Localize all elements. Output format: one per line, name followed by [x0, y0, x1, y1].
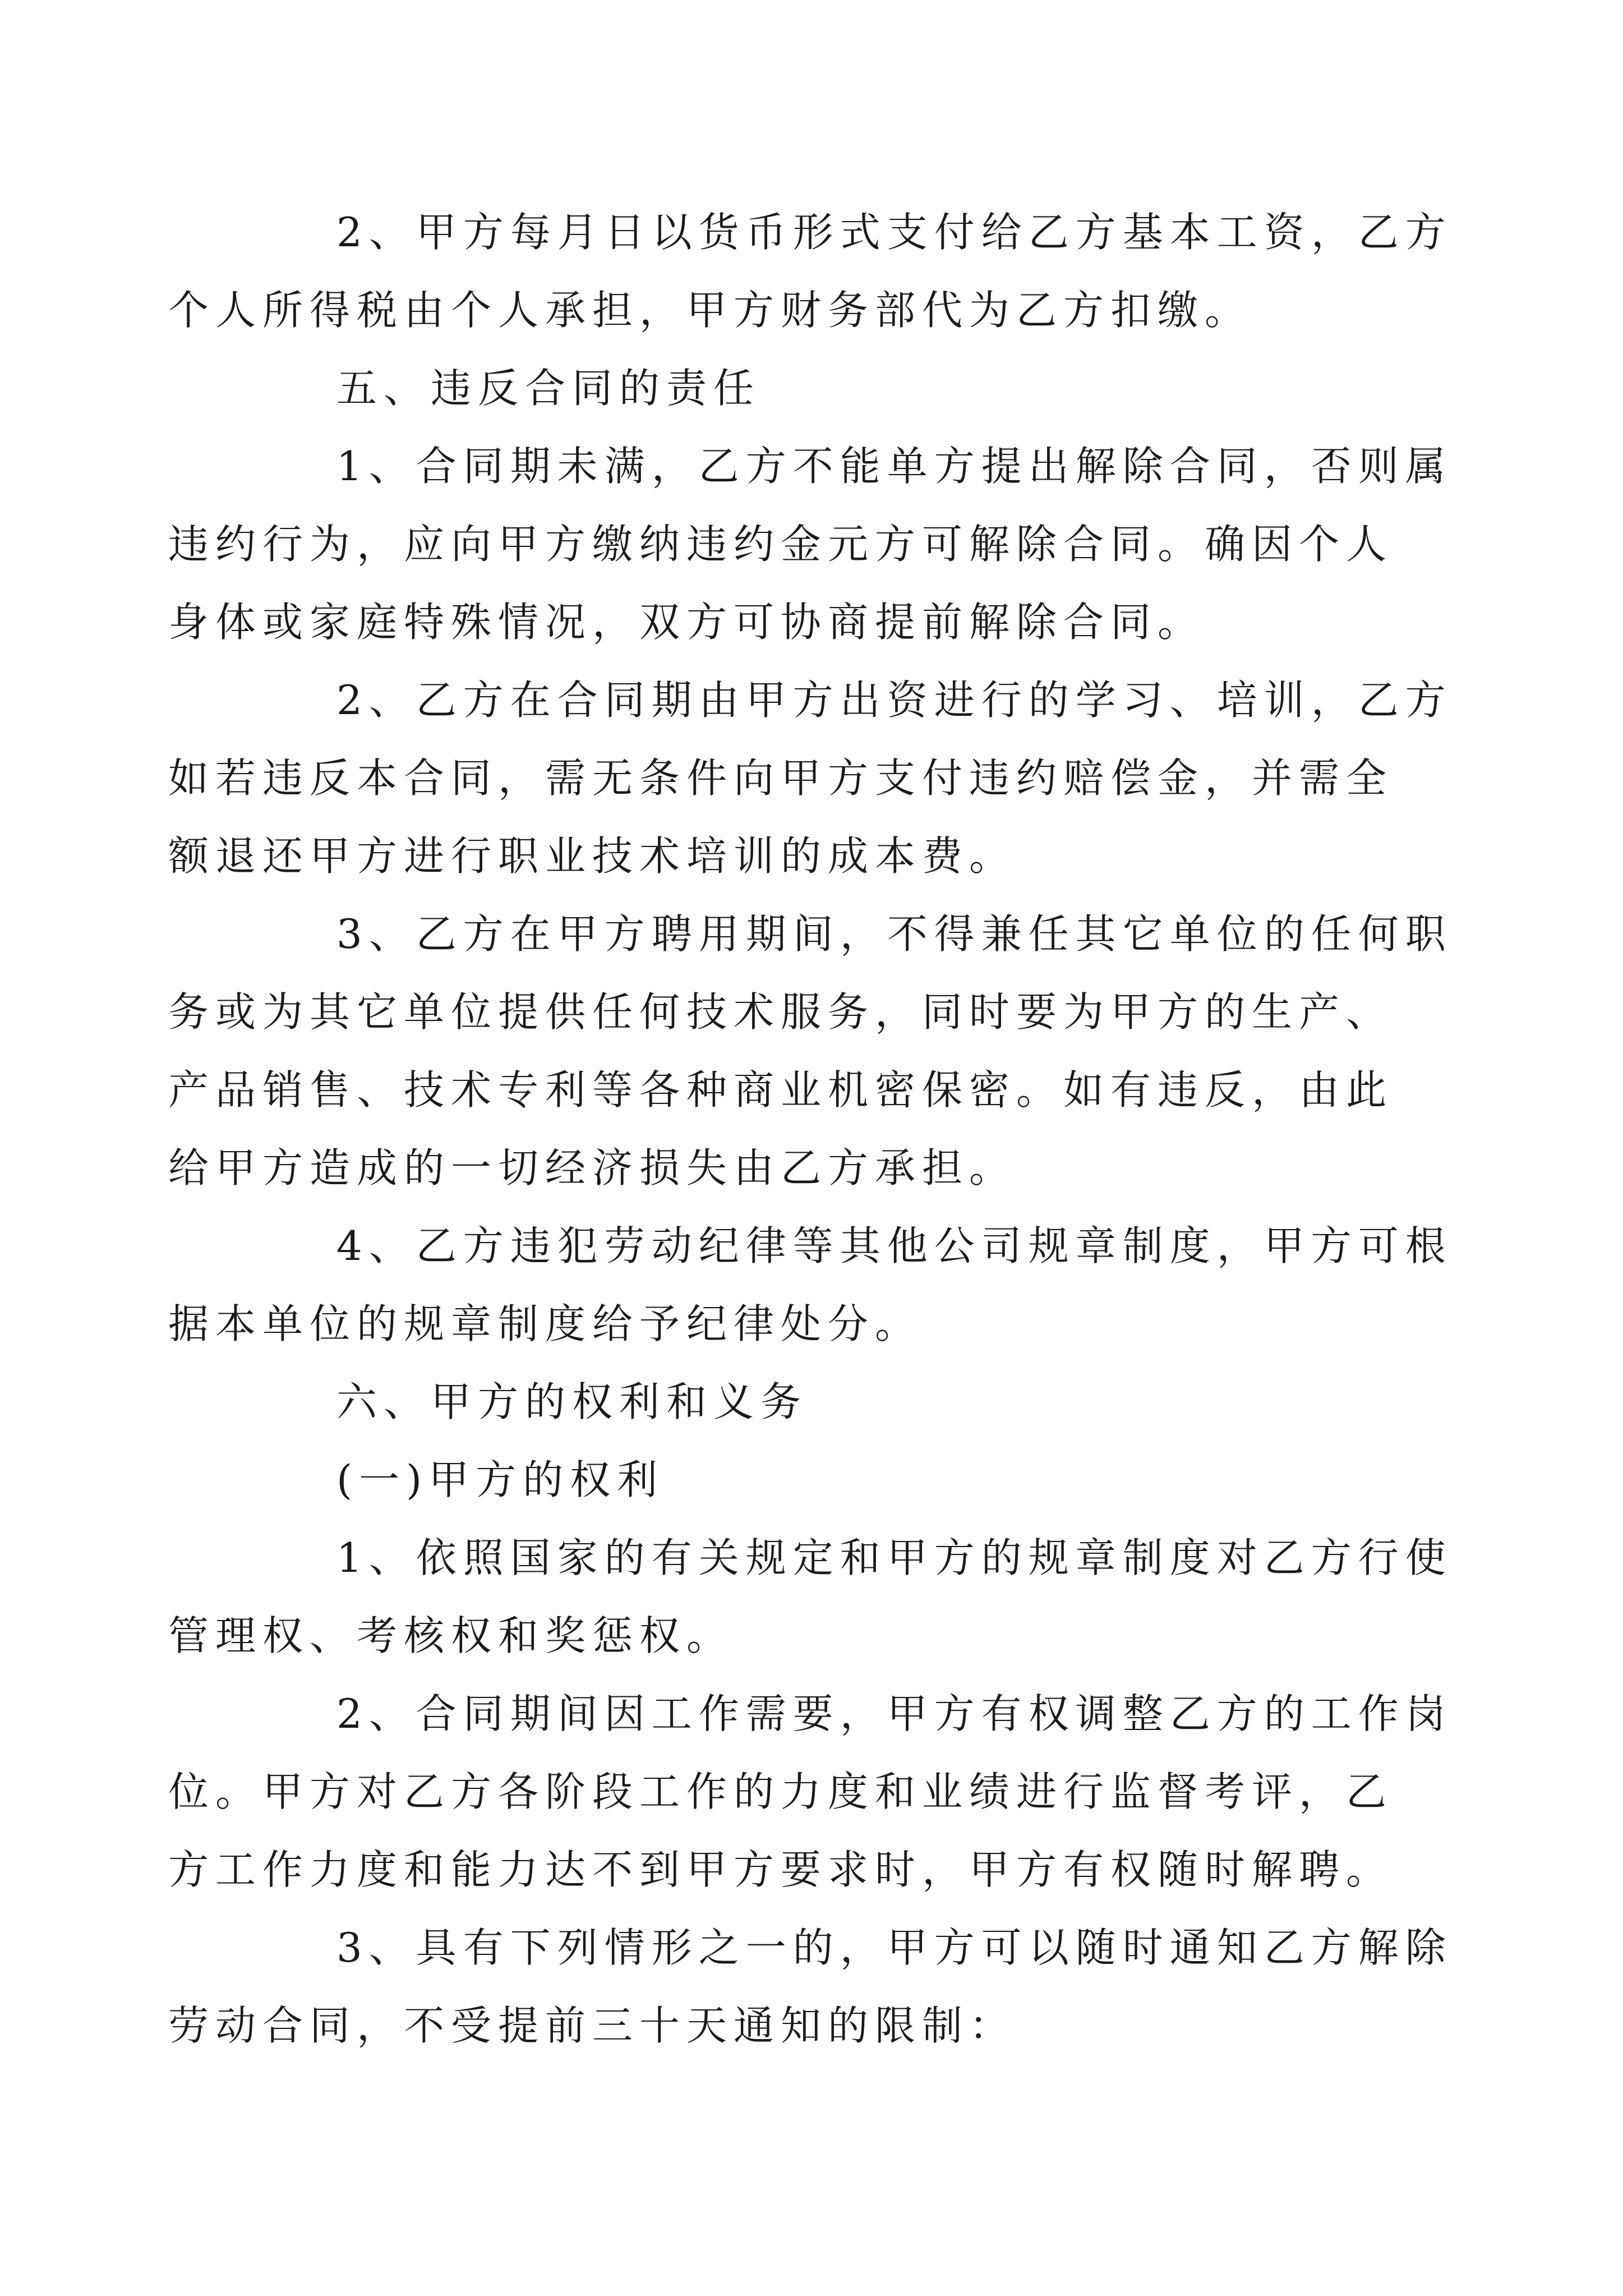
- text-line: 1、依照国家的有关规定和甲方的规章制度对乙方行使: [336, 1534, 1453, 1581]
- text-line: 1、合同期未满，乙方不能单方提出解除合同，否则属: [336, 443, 1453, 490]
- paragraph-salary: [168, 194, 1453, 349]
- subsection-heading-rights: [252, 1441, 1391, 1519]
- text-line: 给甲方造成的一切经济损失由乙方承担。: [168, 1144, 1017, 1191]
- text-line: 务或为其它单位提供任何技术服务，同时要为甲方的生产、: [168, 988, 1394, 1036]
- paragraph-breach-2: [168, 661, 1453, 895]
- text-line: 据本单位的规章制度给予纪律处分。: [168, 1300, 923, 1347]
- text-line: 违约行为，应向甲方缴纳违约金元方可解除合同。确因个人: [168, 521, 1394, 568]
- section-heading-party-a: [252, 1363, 1391, 1441]
- text-line: 劳动合同，不受提前三十天通知的限制：: [168, 2002, 1017, 2049]
- paragraph-breach-1: [168, 427, 1453, 661]
- text-line: 六、甲方的权利和义务: [336, 1378, 808, 1425]
- text-line: 产品销售、技术专利等各种商业机密保密。如有违反，由此: [168, 1066, 1394, 1114]
- text-line: 个人所得税由个人承担，甲方财务部代为乙方扣缴。: [168, 287, 1252, 334]
- section-heading-breach: [252, 349, 1391, 427]
- text-line: 2、甲方每月日以货币形式支付给乙方基本工资，乙方: [336, 209, 1453, 256]
- text-line: 位。甲方对乙方各阶段工作的力度和业绩进行监督考评，乙: [168, 1768, 1394, 1815]
- text-line: 3、乙方在甲方聘用期间，不得兼任其它单位的任何职: [336, 910, 1453, 958]
- text-line: (一)甲方的权利: [336, 1456, 665, 1503]
- text-line: 4、乙方违犯劳动纪律等其他公司规章制度，甲方可根: [336, 1222, 1453, 1269]
- text-line: 五、违反合同的责任: [336, 365, 761, 412]
- text-line: 2、合同期间因工作需要，甲方有权调整乙方的工作岗: [336, 1690, 1453, 1737]
- paragraph-breach-4: [168, 1207, 1453, 1363]
- text-line: 方工作力度和能力达不到甲方要求时，甲方有权随时解聘。: [168, 1846, 1394, 1893]
- paragraph-rights-3: [168, 1909, 1453, 2065]
- paragraph-breach-3: [168, 895, 1453, 1207]
- paragraph-rights-1: [168, 1519, 1453, 1675]
- text-line: 管理权、考核权和奖惩权。: [168, 1612, 734, 1659]
- text-line: 2、乙方在合同期由甲方出资进行的学习、培训，乙方: [336, 677, 1453, 724]
- text-line: 3、具有下列情形之一的，甲方可以随时通知乙方解除: [336, 1924, 1453, 1971]
- paragraph-rights-2: [168, 1675, 1453, 1909]
- text-line: 额退还甲方进行职业技术培训的成本费。: [168, 832, 1017, 880]
- document-body: [168, 194, 1453, 2065]
- text-line: 如若违反本合同，需无条件向甲方支付违约赔偿金，并需全: [168, 754, 1394, 802]
- text-line: 身体或家庭特殊情况，双方可协商提前解除合同。: [168, 599, 1205, 646]
